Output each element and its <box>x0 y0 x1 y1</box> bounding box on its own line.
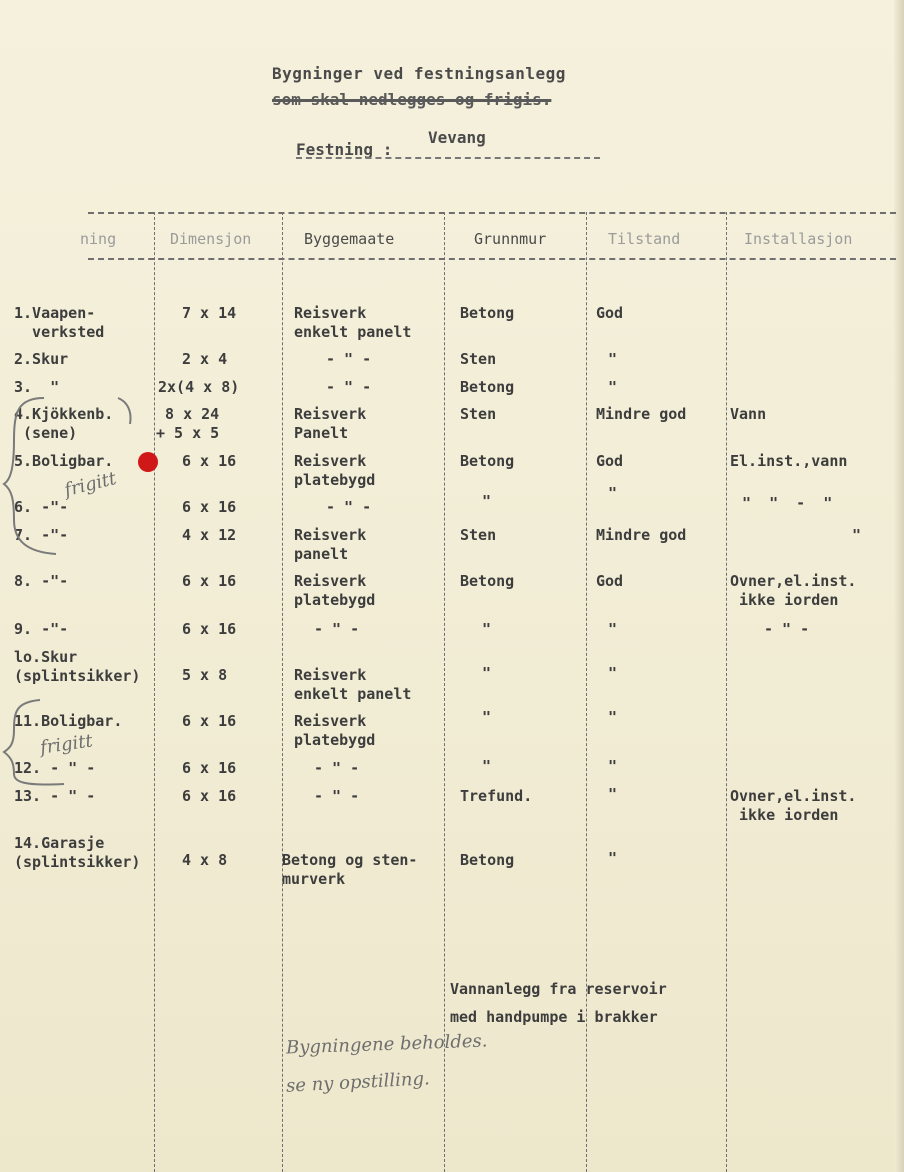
handwritten-note: Bygningene beholdes. <box>285 1030 488 1059</box>
header-construction: Byggemaate <box>304 230 395 248</box>
cell-foundation: " <box>482 708 492 726</box>
cell-condition: God <box>596 304 624 322</box>
cell-foundation: Sten <box>460 350 497 368</box>
water-note-line2: med handpumpe i brakker <box>450 1008 658 1026</box>
cell-installation: Ovner,el.inst. ikke iorden <box>730 787 857 824</box>
cell-installation: " <box>852 526 862 544</box>
fortress-label: Festning : <box>296 140 393 159</box>
cell-building: 9. -"- <box>14 620 69 638</box>
cell-dimension: 4 x 8 <box>182 851 228 869</box>
cell-condition: " <box>608 664 618 682</box>
cell-condition: " <box>608 378 618 396</box>
cell-condition: " <box>608 708 618 726</box>
cell-condition: " <box>608 757 618 775</box>
cell-construction: Reisverk enkelt panelt <box>294 304 412 341</box>
cell-construction: - " - <box>314 787 360 805</box>
cell-foundation: " <box>482 664 492 682</box>
header-installation: Installasjon <box>744 230 853 248</box>
cell-foundation: " <box>482 492 492 510</box>
cell-building: 14.Garasje (splintsikker) <box>14 834 141 871</box>
cell-foundation: Betong <box>460 572 515 590</box>
cell-building: lo.Skur (splintsikker) <box>14 648 141 685</box>
document-title: Bygninger ved festningsanlegg <box>272 64 566 83</box>
cell-building: 3. " <box>14 378 60 396</box>
cell-condition: " <box>608 785 618 803</box>
cell-foundation: Betong <box>460 851 515 869</box>
cell-building: 1.Vaapen- verksted <box>14 304 105 341</box>
cell-dimension: 6 x 16 <box>182 712 237 730</box>
cell-condition: Mindre god <box>596 526 687 544</box>
cell-dimension: 2x(4 x 8) <box>158 378 240 396</box>
cell-foundation: Betong <box>460 304 515 322</box>
cell-building: 11.Boligbar. <box>14 712 123 730</box>
cell-construction: - " - <box>326 378 372 396</box>
cell-construction: - " - <box>326 498 372 516</box>
cell-building: 5.Boligbar. <box>14 452 114 470</box>
cell-foundation: Betong <box>460 452 515 470</box>
cell-installation: Vann <box>730 405 767 423</box>
cell-dimension: 6 x 16 <box>182 498 237 516</box>
cell-condition: God <box>596 572 624 590</box>
cell-dimension: 8 x 24 + 5 x 5 <box>156 405 220 442</box>
cell-construction: - " - <box>326 350 372 368</box>
cell-construction: - " - <box>314 759 360 777</box>
cell-condition: " <box>608 350 618 368</box>
cell-installation: El.inst.,vann <box>730 452 848 470</box>
cell-dimension: 6 x 16 <box>182 452 237 470</box>
cell-dimension: 4 x 12 <box>182 526 237 544</box>
cell-construction: Reisverk platebygd <box>294 452 376 489</box>
cell-building: 6. -"- <box>14 498 69 516</box>
cell-dimension: 6 x 16 <box>182 572 237 590</box>
cell-dimension: 6 x 16 <box>182 759 237 777</box>
handwritten-frigitt: frigitt <box>62 467 119 502</box>
cell-building: 4.Kjökkenb. (sene) <box>14 405 114 442</box>
cell-construction: Reisverk enkelt panelt <box>294 666 412 703</box>
cell-condition: God <box>596 452 624 470</box>
cell-installation: " " - " <box>742 494 833 512</box>
cell-construction: Reisverk platebygd <box>294 572 376 609</box>
cell-dimension: 2 x 4 <box>182 350 228 368</box>
cell-foundation: " <box>482 757 492 775</box>
cell-condition: " <box>608 484 618 502</box>
cell-foundation: " <box>482 620 492 638</box>
cell-foundation: Trefund. <box>460 787 533 805</box>
handwritten-frigitt: frigitt <box>38 730 94 759</box>
cell-installation: - " - <box>764 620 810 638</box>
cell-foundation: Betong <box>460 378 515 396</box>
cell-construction: Reisverk panelt <box>294 526 367 563</box>
cell-construction: - " - <box>314 620 360 638</box>
cell-dimension: 5 x 8 <box>182 666 228 684</box>
cell-construction: Reisverk platebygd <box>294 712 376 749</box>
cell-foundation: Sten <box>460 526 497 544</box>
cell-building: 12. - " - <box>14 759 96 777</box>
header-foundation: Grunnmur <box>474 230 547 248</box>
water-note-line1: Vannanlegg fra reservoir <box>450 980 667 998</box>
cell-building: 7. -"- <box>14 526 69 544</box>
cell-building: 13. - " - <box>14 787 96 805</box>
cell-dimension: 6 x 16 <box>182 620 237 638</box>
header-condition: Tilstand <box>608 230 681 248</box>
header-dimension: Dimensjon <box>170 230 252 248</box>
fortress-name: Vevang <box>428 128 486 147</box>
cell-condition: Mindre god <box>596 405 687 423</box>
cell-condition: " <box>608 849 618 867</box>
handwritten-note: se ny opstilling. <box>285 1068 431 1097</box>
cell-installation: Ovner,el.inst. ikke iorden <box>730 572 857 609</box>
cell-construction: Reisverk Panelt <box>294 405 367 442</box>
cell-building: 2.Skur <box>14 350 69 368</box>
cell-dimension: 6 x 16 <box>182 787 237 805</box>
cell-foundation: Sten <box>460 405 497 423</box>
struck-subtitle: som skal nedlegges og frigis. <box>272 90 552 109</box>
header-building: ning <box>80 230 117 248</box>
cell-condition: " <box>608 620 618 638</box>
cell-dimension: 7 x 14 <box>182 304 237 322</box>
cell-building: 8. -"- <box>14 572 69 590</box>
cell-construction: Betong og sten- murverk <box>282 851 418 888</box>
